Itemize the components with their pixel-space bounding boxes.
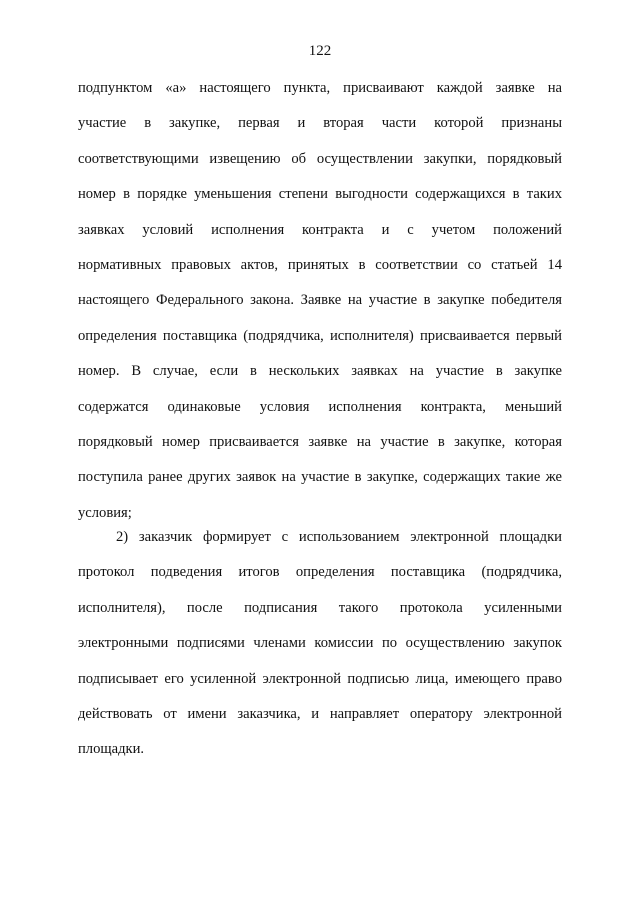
paragraph-continuation [78,71,562,531]
text-line: номер. В случае, если в нескольких заявках на участие в закупке [78,363,562,380]
text-line: протокол подведения итогов определения поставщика (подрядчика, [78,564,562,581]
text-line: действовать от имени заказчика, и направляет оператору электронной [78,705,562,722]
text-line: порядковый номер присваивается заявке на участие в закупке, которая [78,433,562,450]
text-line: определения поставщика (подрядчика, исполнителя) присваивается первый [78,327,562,344]
text-line: подпунктом «а» настоящего пункта, присваивают каждой заявке на [78,80,562,96]
text-line: заявках условий исполнения контракта и с учетом положений [78,221,562,238]
text-line: исполнителя), после подписания такого протокола усиленными [78,599,562,616]
text-line: участие в закупке, первая и вторая части которой признаны [78,115,562,132]
text-line: соответствующими извещению об осуществлении закупки, порядковый [78,150,562,167]
text-line: 2) заказчик формирует с использованием электронной площадки [116,529,562,545]
paragraph-item-2 [78,520,562,768]
text-line: содержатся одинаковые условия исполнения контракта, меньший [78,398,562,415]
text-line: площадки. [78,741,145,758]
text-line: настоящего Федерального закона. Заявке на участие в закупке победителя [78,292,562,309]
text-line: нормативных правовых актов, принятых в соответствии со статьей 14 [78,256,562,273]
text-line: условия; [78,504,132,521]
text-line: номер в порядке уменьшения степени выгодности содержащихся в таких [78,186,562,203]
text-line: поступила ранее других заявок на участие в закупке, содержащих такие же [78,469,562,486]
text-line: электронными подписями членами комиссии по осуществлению закупок [78,635,562,652]
page-number: 122 [308,43,332,59]
text-line: подписывает его усиленной электронной подписью лица, имеющего право [78,670,562,687]
